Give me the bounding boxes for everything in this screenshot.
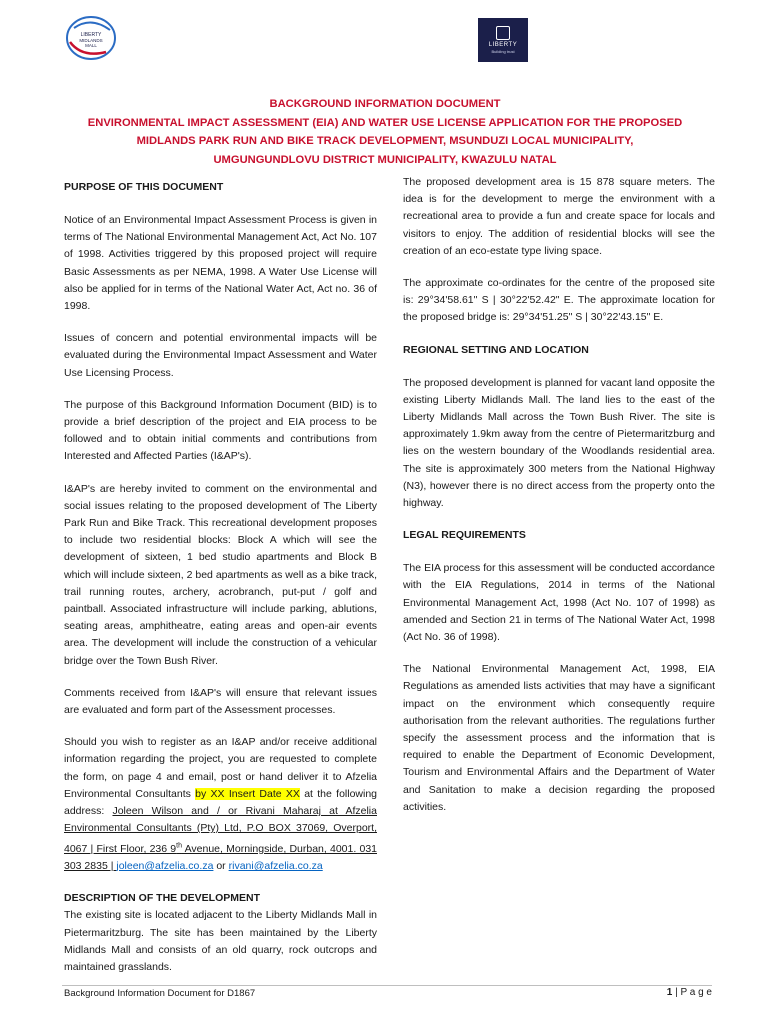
liberty-logo-title: LIBERTY bbox=[488, 41, 518, 48]
footer-divider bbox=[62, 985, 712, 986]
purpose-heading: PURPOSE OF THIS DOCUMENT bbox=[64, 181, 224, 193]
svg-text:MALL: MALL bbox=[85, 43, 97, 48]
footer-document-label: Background Information Document for D1867 bbox=[64, 988, 256, 999]
purpose-paragraph-1: Notice of an Environmental Impact Assessment Process is given in terms of The National Environmental Management Act, Act No. 107 of 1998. Activities triggered by this proposed project will require Basic Assessments as per NEMA, 1998. A Water Use License will also be applied for in terms of the National Water Act, Act no. 36 of 1998. bbox=[64, 214, 377, 313]
purpose-paragraph-4: I&AP's are hereby invited to comment on the environmental and social issues relating to the proposed development of The Liberty Park Run and Bike Track. This recreational development proposes to include two residential blocks: Block A which will see the development of sixteen, 1 bed studio apartments and Block B which will include sixteen, 2 bed apartments as well as a bike track, trail running routes, archery, acrobranch, put-put / golf and paintball. Associated infrastructure will include parking, ablutions, seating areas, amphitheatre, eating areas and open-air events area. The development will include the construction of a vehicular bridge over the Town Bush River. bbox=[64, 482, 377, 667]
regional-paragraph: The proposed development is planned for vacant land opposite the existing Liberty Midlands Mall. The land lies to the east of the Liberty Midlands Mall across the Town Bush River. The site is approximately 1.9km away from the centre of Pietermaritzburg and lies on the western boundary of the Woodlands residential area. The site is approximately 300 meters from the National Highway (N3), however there is no direct access from the property onto the highway. bbox=[403, 376, 715, 510]
email-link-joleen[interactable]: joleen@afzelia.co.za bbox=[116, 860, 214, 873]
email-link-rivani[interactable]: rivani@afzelia.co.za bbox=[228, 860, 323, 873]
title-line-2: ENVIRONMENTAL IMPACT ASSESSMENT (EIA) AND WATER USE LICENSE APPLICATION FOR THE PROPOSED bbox=[87, 116, 683, 129]
legal-paragraph-2: The National Environmental Management Act, 1998, EIA Regulations as amended lists activities that may have a significant impact on the environment which consequently require authorisation from the relevant authorities. The regulations further specify the assessment process and the information that is required to enable the Department of Economic Development, Tourism and Environmental Affairs and the Department of Water and Sanitation to make a decision regarding the proposed activities. bbox=[403, 663, 715, 813]
right-column bbox=[403, 174, 715, 831]
or-text: or bbox=[213, 860, 226, 873]
legal-heading: LEGAL REQUIREMENTS bbox=[403, 529, 526, 542]
left-column bbox=[64, 179, 377, 991]
document-title bbox=[20, 95, 750, 169]
svg-text:LIBERTY: LIBERTY bbox=[80, 32, 102, 38]
purpose-paragraph-5: Comments received from I&AP's will ensure that relevant issues are evaluated and form part of the Assessment processes. bbox=[64, 686, 377, 717]
purpose-paragraph-3: The purpose of this Background Information Document (BID) is to provide a brief description of the project and EIA process to be followed and to obtain initial comments and contributions from Interested and Affected Parties (I&AP's). bbox=[64, 398, 377, 463]
description-heading: DESCRIPTION OF THE DEVELOPMENT bbox=[64, 892, 261, 905]
legal-paragraph-1: The EIA process for this assessment will be conducted accordance with the EIA Regulations, 2014 in terms of the National Environmental Management Act, 1998 (Act No. 107 of 1998) as amended and Section 21 in terms of The National Water Act, 1998 (Act No. 36 of 1998). bbox=[403, 562, 715, 644]
liberty-logo-tagline: Building trust bbox=[491, 48, 515, 54]
description-paragraph: The existing site is located adjacent to the Liberty Midlands Mall in Pietermaritzburg. The site has been maintained by the Liberty Midlands Mall and consists of an old quarry, rock outcrops and maintained grasslands. bbox=[64, 909, 377, 974]
liberty-midlands-mall-logo bbox=[62, 12, 120, 64]
coordinates-paragraph: The approximate co-ordinates for the centre of the proposed site is: 29°34'58.61" S | 30°22'52.42" E. The approximate location for the proposed bridge is: 29°34'51.25" S | 30°22'43.15" E. bbox=[403, 277, 715, 324]
insert-date-highlight: by XX Insert Date XX bbox=[195, 787, 300, 800]
contact-address: Joleen Wilson and / or Rivani Maharaj at Afzelia Environmental Consultants (Pty) Ltd, P.O BOX 37069, Overport, 4067 | First Floor, 236 9th Avenue, Morningside, Durban, 4001. 031 303 2835 | bbox=[64, 805, 377, 873]
registration-text-b: at the following address: bbox=[64, 787, 378, 818]
liberty-logo bbox=[478, 18, 528, 62]
page-number: 1 | P a g e bbox=[666, 987, 712, 998]
purpose-paragraph-2: Issues of concern and potential environmental impacts will be evaluated during the Environmental Impact Assessment and Water Use Licensing Process. bbox=[64, 332, 377, 379]
regional-heading: REGIONAL SETTING AND LOCATION bbox=[403, 343, 589, 356]
crest-icon bbox=[496, 26, 510, 40]
title-line-1: BACKGROUND INFORMATION DOCUMENT bbox=[269, 98, 501, 110]
registration-text-a: Should you wish to register as an I&AP and/or receive additional information regarding the project, you are requested to complete the form, on page 4 and email, post or hand deliver it to Afzelia Environmental Consultants bbox=[64, 736, 377, 800]
title-line-3: MIDLANDS PARK RUN AND BIKE TRACK DEVELOPMENT, MSUNDUZI LOCAL MUNICIPALITY, bbox=[136, 135, 634, 147]
title-line-4: UMGUNGUNDLOVU DISTRICT MUNICIPALITY, KWAZULU NATAL bbox=[213, 153, 557, 166]
svg-text:MIDLANDS: MIDLANDS bbox=[79, 38, 103, 43]
description-paragraph-2: The proposed development area is 15 878 square meters. The idea is for the development to merge the environment with a recreational area to provide a fun and create space for locals and visitors to enjoy. The addition of residential blocks will see the creation of an eco-estate type living space. bbox=[403, 176, 715, 257]
registration-paragraph bbox=[64, 734, 377, 875]
